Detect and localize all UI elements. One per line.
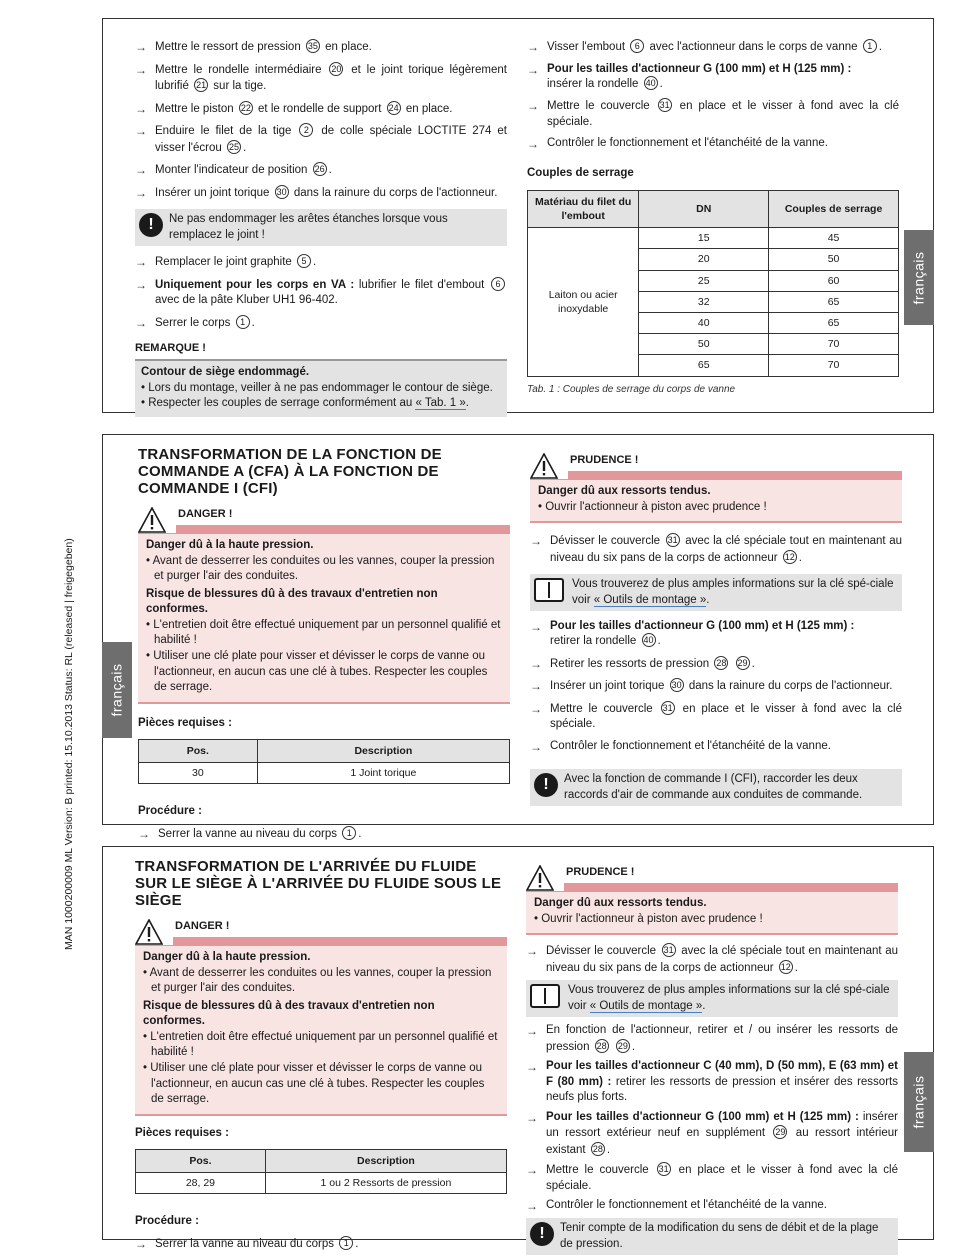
arrow-icon: →: [526, 1060, 538, 1075]
torque-cell: 65: [769, 312, 899, 333]
dn-cell: 25: [639, 270, 769, 291]
info-note: Vous trouverez de plus amples informations sur la clé spé-ciale voir « Outils de montage ».: [530, 574, 902, 611]
arrow-icon: →: [530, 739, 542, 754]
torque-cell: 70: [769, 355, 899, 376]
step-item: → Dévisser le couvercle 31 avec la clé spéciale tout en maintenant au niveau du six pans de la corps de actionneur 12 .: [526, 943, 898, 976]
table-header: Couples de serrage: [769, 190, 899, 227]
step-item: → Mettre le ressort de pression 35 en place.: [135, 40, 372, 54]
warning-triangle-icon: [530, 453, 558, 479]
callout-number: 20: [331, 63, 342, 74]
callout-number: 6: [491, 277, 505, 291]
section-title: TRANSFORMATION DE L'ARRIVÉE DU FLUIDE SUR LE SIÈGE À L'ARRIVÉE DU FLUIDE SOUS LE SIÈGE: [135, 858, 502, 909]
torque-cell: 65: [769, 291, 899, 312]
step-item: → Remplacer le joint graphite 5 .: [135, 255, 317, 270]
language-tab: français: [904, 1052, 934, 1152]
exclamation-icon: !: [530, 1222, 554, 1246]
danger-bar: [173, 937, 507, 945]
arrow-icon: →: [135, 185, 147, 200]
danger-header: [138, 503, 510, 533]
step-item: → Mettre le couvercle 31 en place et le visser à fond avec la clé spéciale.: [527, 98, 899, 130]
arrow-icon: →: [135, 1236, 147, 1251]
callout-number: 35: [307, 41, 318, 51]
caution-bar: [568, 471, 902, 479]
dn-cell: 20: [639, 249, 769, 270]
step-item: → Contrôler le fonctionnement et l'étanchéité de la vanne.: [527, 137, 828, 152]
table-row: 30 1 Joint torique: [139, 763, 510, 784]
section-assembly-frame: [102, 18, 934, 413]
step-item: → Mettre le couvercle 31 en place et le visser à fond avec la clé spéciale.: [530, 701, 902, 733]
parts-label: Pièces requises :: [138, 716, 232, 729]
arrow-icon: →: [135, 40, 147, 54]
tools-reference-link[interactable]: « Outils de montage »: [593, 593, 707, 606]
arrow-icon: →: [526, 1163, 538, 1178]
arrow-icon: →: [526, 1110, 538, 1125]
section-cfa-left-column: [138, 447, 510, 848]
table-header: Matériau du filet du l'embout: [528, 190, 639, 227]
parts-table: Pos. Description 30 1 Joint torique: [138, 739, 510, 784]
table-row: [528, 228, 899, 249]
section-flow-left-column: [135, 859, 507, 1258]
parts-table: Pos. Description 28, 29 1 ou 2 Ressorts de pression: [135, 1149, 507, 1194]
material-cell: Laiton ou acier inoxydable: [528, 228, 639, 376]
exclamation-icon: !: [534, 773, 558, 797]
callout-number: 1: [339, 1236, 353, 1250]
remark-heading: Contour de siège endommagé.: [141, 366, 310, 379]
arrow-icon: →: [526, 944, 538, 959]
arrow-icon: →: [135, 62, 147, 77]
callout-number: 21: [196, 80, 207, 91]
arrow-icon: →: [527, 40, 539, 54]
arrow-icon: →: [526, 1024, 538, 1039]
callout-number: 1: [236, 315, 250, 329]
arrow-icon: →: [135, 163, 147, 178]
section-assembly-left-column: [135, 39, 507, 417]
step-item: → Visser l'embout 6 avec l'actionneur dans le corps de vanne 1 .: [527, 40, 882, 54]
dn-cell: 32: [639, 291, 769, 312]
callout-number: 28: [592, 1143, 603, 1154]
step-item: → Uniquement pour les corps en VA : lubrifier le filet d'embout 6 avec de la pâte Kluber UH1 96-402.: [135, 277, 507, 309]
remark-bullet: • Respecter les couples de serrage conformément au « Tab. 1 ».: [141, 397, 469, 410]
parts-label: Pièces requises :: [135, 1126, 229, 1139]
procedure-label: Procédure :: [138, 805, 202, 818]
torque-cell: 70: [769, 334, 899, 355]
danger-label: DANGER !: [175, 920, 230, 933]
callout-number: 2: [299, 123, 313, 137]
dn-cell: 65: [639, 355, 769, 376]
callout-number: 22: [240, 102, 251, 113]
caution-bar: [564, 883, 898, 891]
section-cfa-right-column: [530, 449, 902, 814]
arrow-icon: →: [135, 277, 147, 292]
callout-number: 28: [716, 657, 727, 668]
important-note: ! Tenir compte de la modification du sens de débit et de la plage de pression.: [526, 1218, 898, 1255]
tools-reference-link[interactable]: « Outils de montage »: [589, 999, 703, 1012]
arrow-icon: →: [527, 137, 539, 152]
callout-number: 25: [228, 141, 239, 152]
danger-box: Danger dû à la haute pression. • Avant de desserrer les conduites ou les vannes, couper la pression et purger l'air des conduites. Risque de blessures dû à des travaux d'entretien non conformes. • L'entretien doit être effectué uniquement par un personnel qualifié et habilité ! • Utiliser une clé plate pour visser et dévisser le corps de vanne ou l'actionneur, en aucun cas une clé à tubes. Respecter les couples de serrage.: [138, 533, 510, 703]
caution-label: PRUDENCE !: [566, 866, 635, 878]
procedure-label: Procédure :: [135, 1215, 199, 1228]
step-item: → Dévisser le couvercle 31 avec la clé spéciale tout en maintenant au niveau du six pans de la corps de actionneur 12 .: [530, 533, 902, 566]
callout-number: 31: [663, 945, 674, 956]
caution-header: [526, 861, 898, 891]
section-title: TRANSFORMATION DE LA FONCTION DE COMMANDE A (CFA) À LA FONCTION DE COMMANDE I (CFI): [138, 446, 442, 497]
step-item: → Pour les tailles d'actionneur G (100 mm) et H (125 mm) :: [530, 620, 855, 635]
arrow-icon: →: [530, 701, 542, 716]
torque-cell: 60: [769, 270, 899, 291]
step-item: → Mettre le rondelle intermédiaire 20 et le joint torique légèrement lubrifié 21 sur la tige.: [135, 62, 507, 95]
exclamation-icon: !: [139, 213, 163, 237]
dn-cell: 15: [639, 228, 769, 249]
callout-number: 5: [297, 254, 311, 268]
warning-triangle-icon: [135, 919, 163, 945]
remark-title: REMARQUE !: [135, 341, 507, 361]
callout-number: 31: [662, 702, 673, 713]
step-sub-item: insérer la rondelle 40 .: [547, 77, 663, 90]
caution-box: Danger dû aux ressorts tendus. • Ouvrir l'actionneur à piston avec prudence !: [530, 479, 902, 523]
callout-number: 26: [314, 164, 325, 175]
callout-number: 1: [863, 39, 877, 53]
callout-number: 40: [643, 635, 654, 646]
section-assembly-right-column: [527, 39, 899, 396]
arrow-icon: →: [135, 255, 147, 270]
step-item: → Serrer la vanne au niveau du corps 1 .: [138, 826, 362, 841]
important-note: ! Avec la fonction de commande I (CFI), raccorder les deux raccords d'air de commande aux conduites de commande.: [530, 769, 902, 806]
arrow-icon: →: [527, 62, 539, 77]
callout-number: 6: [630, 39, 644, 53]
caution-header: [530, 449, 902, 479]
callout-number: 28: [596, 1040, 607, 1051]
section-flow-right-column: [526, 861, 898, 1260]
warning-triangle-icon: [526, 865, 554, 891]
step-item: → En fonction de l'actionneur, retirer et / ou insérer les ressorts de pression 28 29 .: [526, 1023, 898, 1055]
danger-bar: [176, 525, 510, 533]
caution-box: Danger dû aux ressorts tendus. • Ouvrir l'actionneur à piston avec prudence !: [526, 891, 898, 935]
arrow-icon: →: [530, 620, 542, 635]
callout-number: 12: [784, 551, 795, 562]
step-sub-item: retirer la rondelle 40 .: [550, 635, 661, 648]
torque-table-title: Couples de serrage: [527, 167, 634, 180]
callout-number: 31: [659, 100, 670, 111]
dn-cell: 50: [639, 334, 769, 355]
step-item: → Pour les tailles d'actionneur C (40 mm), D (50 mm), E (63 mm) et F (80 mm) : retirer les ressorts de pression et insérer des ressorts neufs plus forts.: [526, 1059, 898, 1106]
warning-triangle-icon: [138, 507, 166, 533]
document-status-line: MAN 1000200009 ML Version: B printed: 15.10.2013 Status: RL (released | freigegeben): [63, 538, 75, 950]
arrow-icon: →: [530, 679, 542, 694]
callout-number: 40: [645, 77, 656, 88]
arrow-icon: →: [530, 534, 542, 549]
important-note: ! Ne pas endommager les arêtes étanches lorsque vous remplacez le joint !: [135, 209, 507, 246]
step-item: → Retirer les ressorts de pression 28 29 .: [530, 656, 755, 671]
step-item: → Enduire le filet de la tige 2 de colle spéciale LOCTITE 274 et visser l'écrou 25 .: [135, 123, 507, 156]
arrow-icon: →: [527, 99, 539, 114]
table-reference-link[interactable]: « Tab. 1 »: [415, 397, 466, 410]
arrow-icon: →: [526, 1199, 538, 1214]
callout-number: 29: [737, 657, 748, 668]
arrow-icon: →: [135, 101, 147, 116]
info-note: Vous trouverez de plus amples informations sur la clé spé-ciale voir « Outils de montage ».: [526, 980, 898, 1017]
table-header: DN: [639, 190, 769, 227]
step-item: → Mettre le couvercle 31 en place et le visser à fond avec la clé spéciale.: [526, 1162, 898, 1194]
danger-label: DANGER !: [178, 508, 233, 521]
language-tab: français: [904, 230, 934, 325]
step-item: → Serrer la vanne au niveau du corps 1 .: [135, 1236, 359, 1251]
danger-box: Danger dû à la haute pression. • Avant de desserrer les conduites ou les vannes, couper la pression et purger l'air des conduites. Risque de blessures dû à des travaux d'entretien non conformes. • L'entretien doit être effectué uniquement par un personnel qualifié et habilité ! • Utiliser une clé plate pour visser et dévisser le corps de vanne ou l'actionneur, en aucun cas une clé à tubes. Respecter les couples de serrage.: [135, 945, 507, 1115]
arrow-icon: →: [135, 315, 147, 330]
callout-number: 29: [617, 1040, 628, 1051]
caution-label: PRUDENCE !: [570, 454, 639, 466]
manual-book-icon: [534, 578, 564, 602]
arrow-icon: →: [135, 124, 147, 139]
remark-box: [135, 361, 507, 417]
remark-bullet: • Lors du montage, veiller à ne pas endommager le contour de siège.: [141, 381, 493, 394]
callout-number: 31: [658, 1164, 669, 1175]
callout-number: 24: [388, 102, 399, 113]
section-flow-direction-frame: [102, 846, 934, 1251]
danger-header: [135, 915, 507, 945]
torque-cell: 50: [769, 249, 899, 270]
table-row: 28, 29 1 ou 2 Ressorts de pression: [136, 1173, 507, 1194]
torque-table: [527, 190, 899, 377]
arrow-icon: →: [530, 656, 542, 671]
callout-number: 29: [775, 1127, 786, 1138]
step-item: → Serrer le corps 1 .: [135, 315, 255, 330]
arrow-icon: →: [138, 826, 150, 841]
callout-number: 30: [276, 186, 287, 197]
step-item: → Mettre le piston 22 et le rondelle de support 24 en place.: [135, 101, 453, 116]
torque-cell: 45: [769, 228, 899, 249]
callout-number: 1: [342, 826, 356, 840]
section-cfa-to-cfi-frame: [102, 434, 934, 841]
step-item: → Pour les tailles d'actionneur G (100 mm) et H (125 mm) : insérer un ressort extérieur neuf en supplément 29 au ressort intérieur existant 28 .: [526, 1110, 898, 1159]
step-item: → Insérer un joint torique 30 dans la rainure du corps de l'actionneur.: [530, 679, 893, 694]
step-item: → Monter l'indicateur de position 26 .: [135, 163, 332, 178]
step-item: → Pour les tailles d'actionneur G (100 mm) et H (125 mm) :: [527, 62, 852, 77]
step-item: → Contrôler le fonctionnement et l'étanchéité de la vanne.: [530, 739, 831, 754]
callout-number: 12: [780, 961, 791, 972]
dn-cell: 40: [639, 312, 769, 333]
callout-number: 31: [667, 535, 678, 546]
manual-book-icon: [530, 984, 560, 1008]
step-item: → Insérer un joint torique 30 dans la rainure du corps de l'actionneur.: [135, 185, 498, 200]
callout-number: 30: [671, 680, 682, 691]
step-item: → Contrôler le fonctionnement et l'étanchéité de la vanne.: [526, 1199, 827, 1214]
table-caption: Tab. 1 : Couples de serrage du corps de vanne: [527, 383, 736, 395]
language-tab: français: [102, 642, 132, 738]
